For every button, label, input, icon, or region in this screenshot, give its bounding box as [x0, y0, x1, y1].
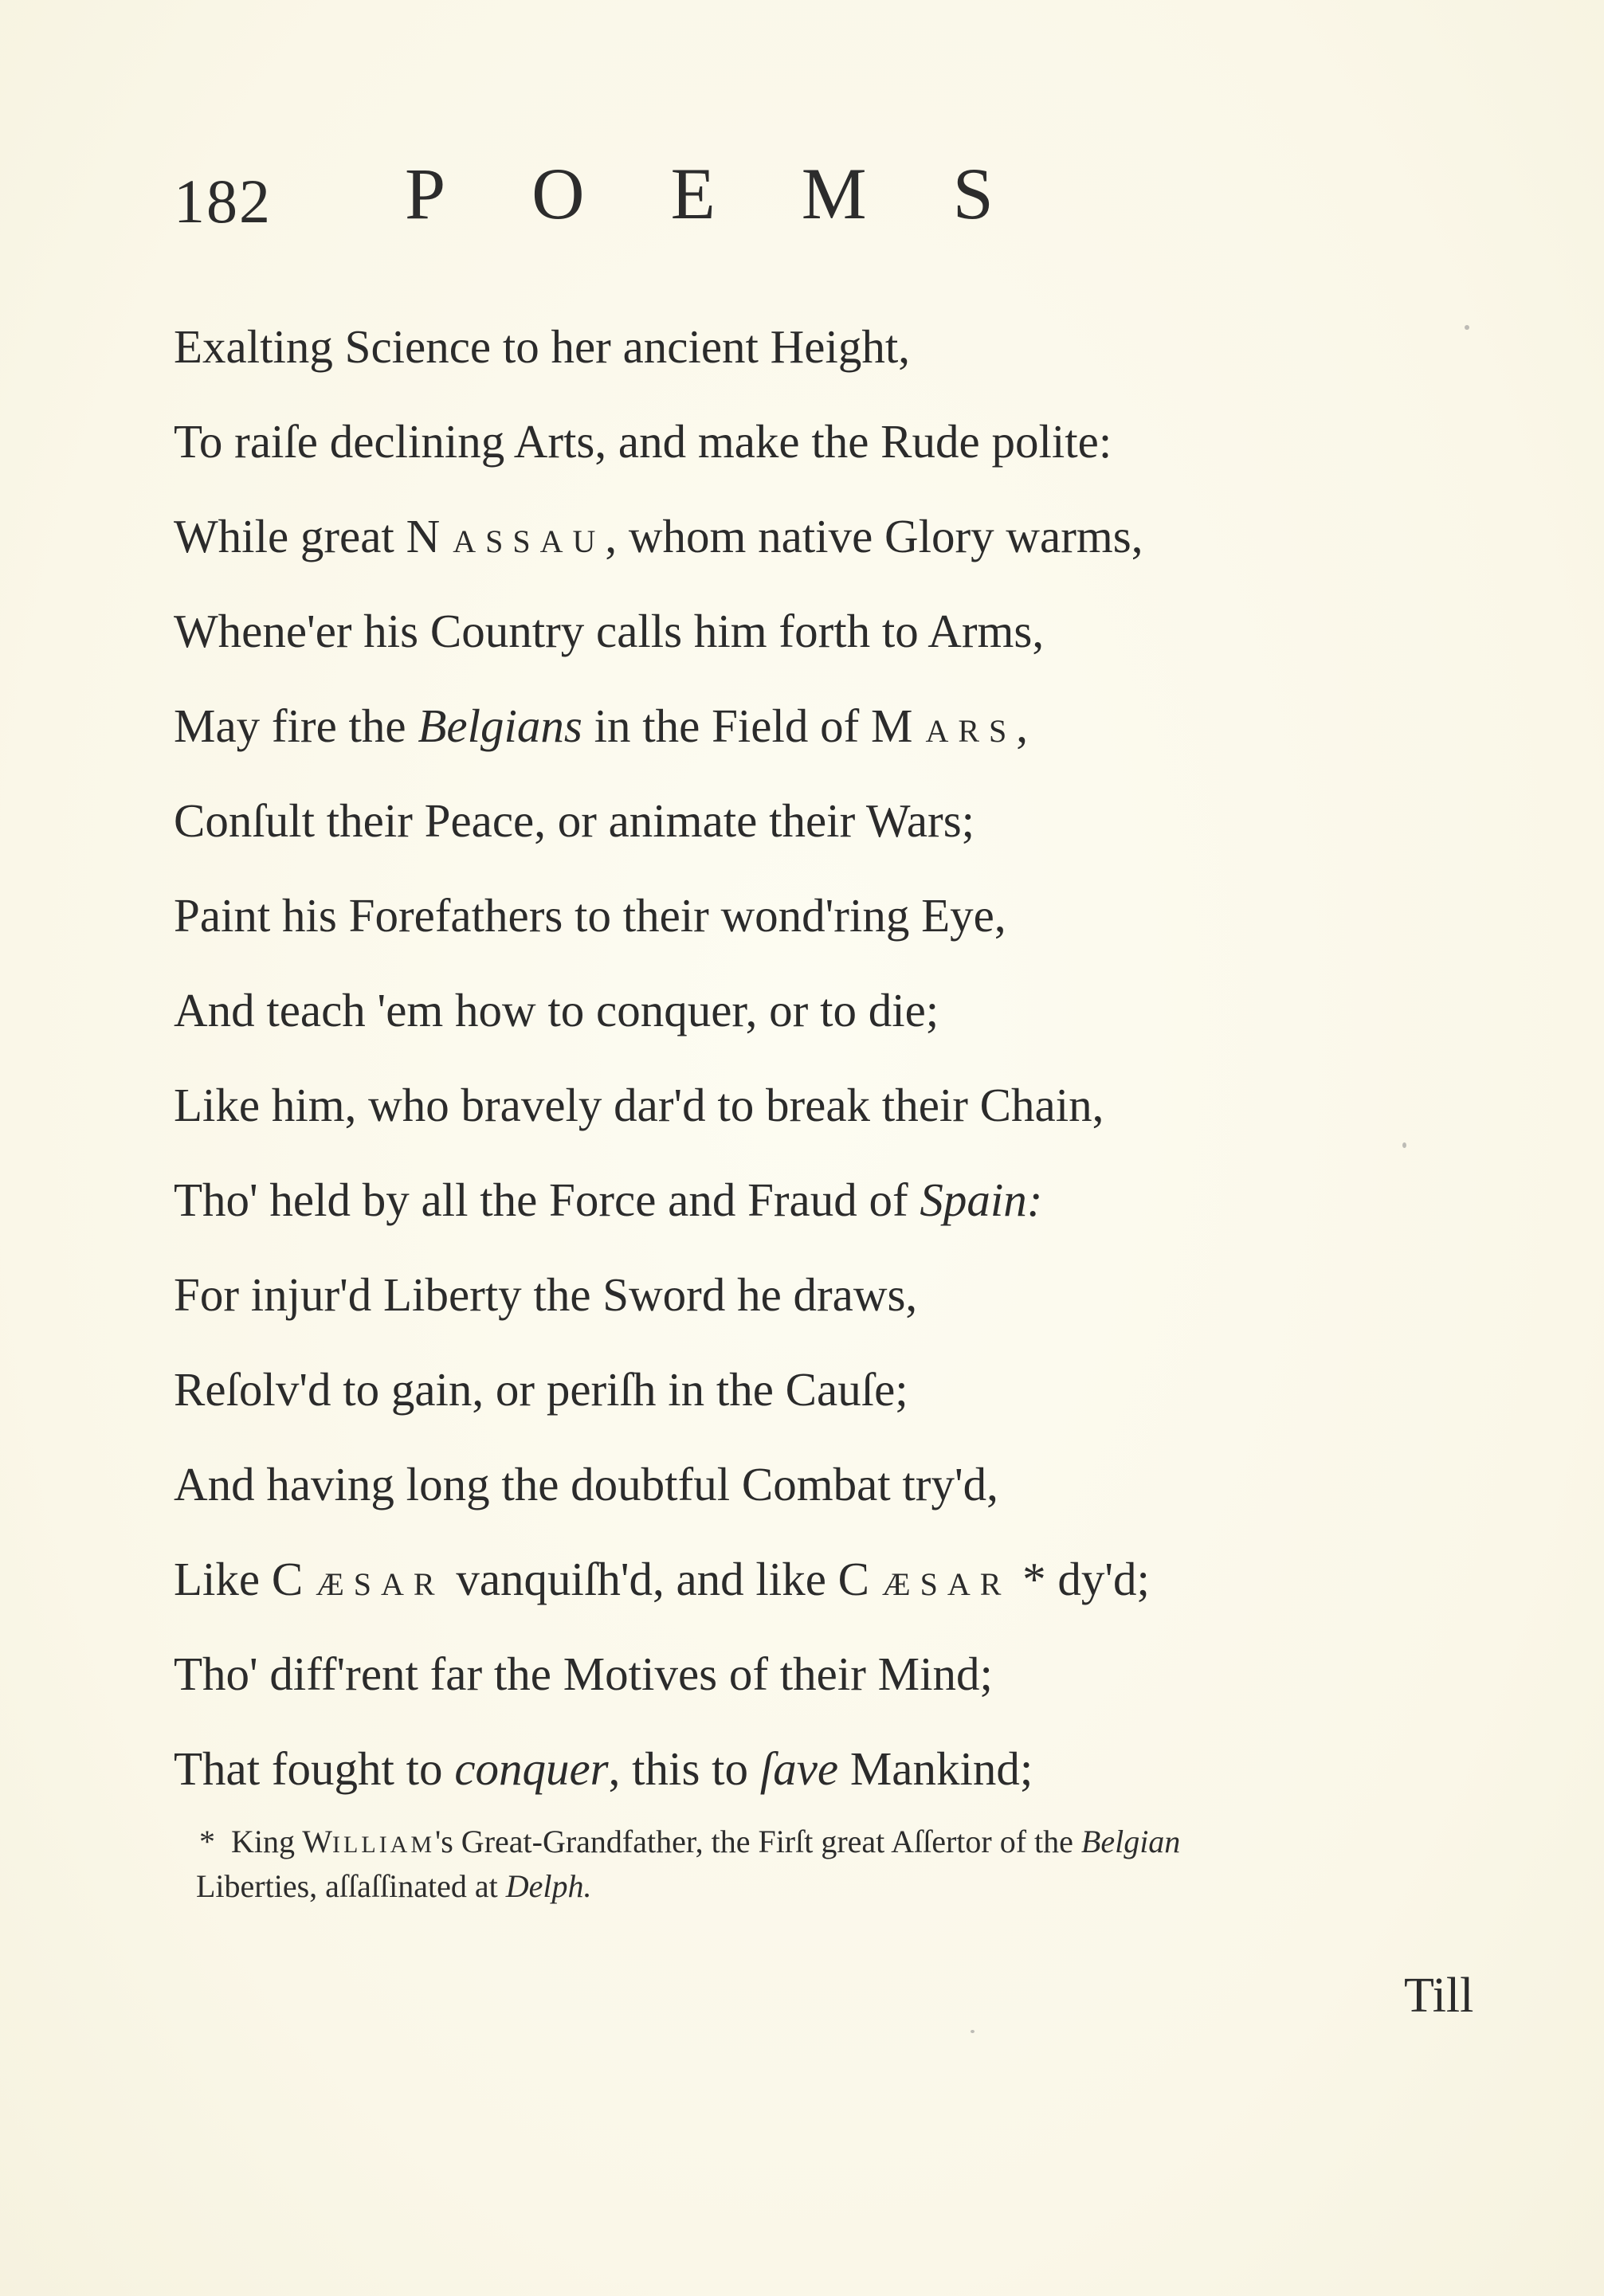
verse-text: That fought to [174, 1742, 455, 1795]
running-title: POEMS [405, 153, 1080, 234]
verse-text: * dy'd; [1010, 1553, 1150, 1605]
verse-line-3 [174, 489, 1417, 584]
verse-text: To raiſe declining Arts, and make the Rude polite: [174, 415, 1112, 468]
small-caps-name [406, 510, 606, 562]
verse-line-10 [174, 1153, 1417, 1248]
small-caps-initial: W [302, 1824, 333, 1859]
small-caps-name [871, 699, 1016, 752]
verse-text: Like [174, 1553, 272, 1605]
verse-text: Conſult their Peace, or animate their Wars; [174, 794, 975, 847]
verse-text: For injur'd Liberty the Sword he draws, [174, 1268, 918, 1321]
verse-line-12 [174, 1342, 1417, 1437]
italic-word: conquer [454, 1742, 609, 1795]
verse-text: And teach 'em how to conquer, or to die; [174, 984, 939, 1036]
footnote-text: King [231, 1824, 303, 1859]
small-caps-rest: ÆSAR [882, 1566, 1011, 1602]
verse-line-13 [174, 1437, 1417, 1532]
verse-line-2 [174, 394, 1417, 489]
footnote-text: Liberties, aſſaſſinated at [196, 1868, 506, 1904]
footnote-text: 's Great-Grandfather, the Firſt great Aſſertor of the [435, 1824, 1081, 1859]
verse-text: , whom native Glory warms, [605, 510, 1143, 562]
italic-word: Delph. [505, 1868, 592, 1904]
verse-text: Tho' diff'rent far the Motives of their Mind; [174, 1648, 993, 1700]
verse-line-15 [174, 1627, 1417, 1722]
verse-line-9 [174, 1058, 1417, 1153]
footnote-marker: * [199, 1824, 215, 1859]
paper-speck [1402, 1142, 1406, 1148]
verse-line-5 [174, 679, 1417, 774]
italic-word: Belgian [1080, 1824, 1181, 1859]
poem-verse [174, 300, 1417, 1816]
footnote-line-1 [199, 1821, 1506, 1866]
small-caps-initial: C [271, 1553, 316, 1605]
verse-text: Reſolv'd to gain, or periſh in the Cauſe; [174, 1363, 908, 1416]
verse-text: Like him, who bravely dar'd to break their Chain, [174, 1079, 1104, 1131]
verse-text: , this to [608, 1742, 760, 1795]
page-header [174, 151, 1449, 247]
small-caps-rest: ARS [925, 713, 1017, 749]
small-caps-initial: C [837, 1553, 882, 1605]
small-caps-initial: N [406, 510, 453, 562]
verse-line-1 [174, 300, 1417, 394]
page-number: 182 [174, 167, 272, 236]
verse-line-7 [174, 868, 1417, 963]
footnote-line-2 [196, 1866, 1506, 1907]
verse-text: Mankind; [838, 1742, 1033, 1795]
verse-text: May fire the [174, 699, 418, 752]
paper-speck [971, 2030, 975, 2033]
catchword: Till [1404, 1969, 1474, 2023]
verse-line-11 [174, 1248, 1417, 1342]
small-caps-rest: ASSAU [453, 523, 606, 559]
verse-line-16 [174, 1722, 1417, 1816]
verse-text: , [1016, 699, 1029, 752]
small-caps-rest: ÆSAR [316, 1566, 445, 1602]
verse-line-4 [174, 584, 1417, 679]
italic-word: Spain: [920, 1173, 1043, 1226]
verse-line-14 [174, 1532, 1417, 1627]
verse-text: Tho' held by all the Force and Fraud of [174, 1173, 920, 1226]
verse-text: Paint his Forefathers to their wond'ring Eye, [174, 889, 1006, 942]
verse-text: While great [174, 510, 406, 562]
verse-text: vanquiſh'd, and like [444, 1553, 838, 1605]
small-caps-name [838, 1553, 1011, 1605]
verse-text: in the Field of [582, 699, 871, 752]
paper-speck [1465, 325, 1469, 330]
verse-text: And having long the doubtful Combat try'd, [174, 1458, 998, 1510]
footnote [196, 1821, 1506, 1907]
small-caps-rest: ILLIAM [332, 1832, 436, 1858]
italic-word: Belgians [418, 699, 582, 752]
verse-line-6 [174, 774, 1417, 868]
small-caps-name [272, 1553, 445, 1605]
verse-text: Whene'er his Country calls him forth to Arms, [174, 605, 1045, 657]
small-caps-initial: M [871, 699, 926, 752]
verse-text: Exalting Science to her ancient Height, [174, 320, 911, 373]
verse-line-8 [174, 963, 1417, 1058]
italic-word: ſave [759, 1742, 839, 1795]
